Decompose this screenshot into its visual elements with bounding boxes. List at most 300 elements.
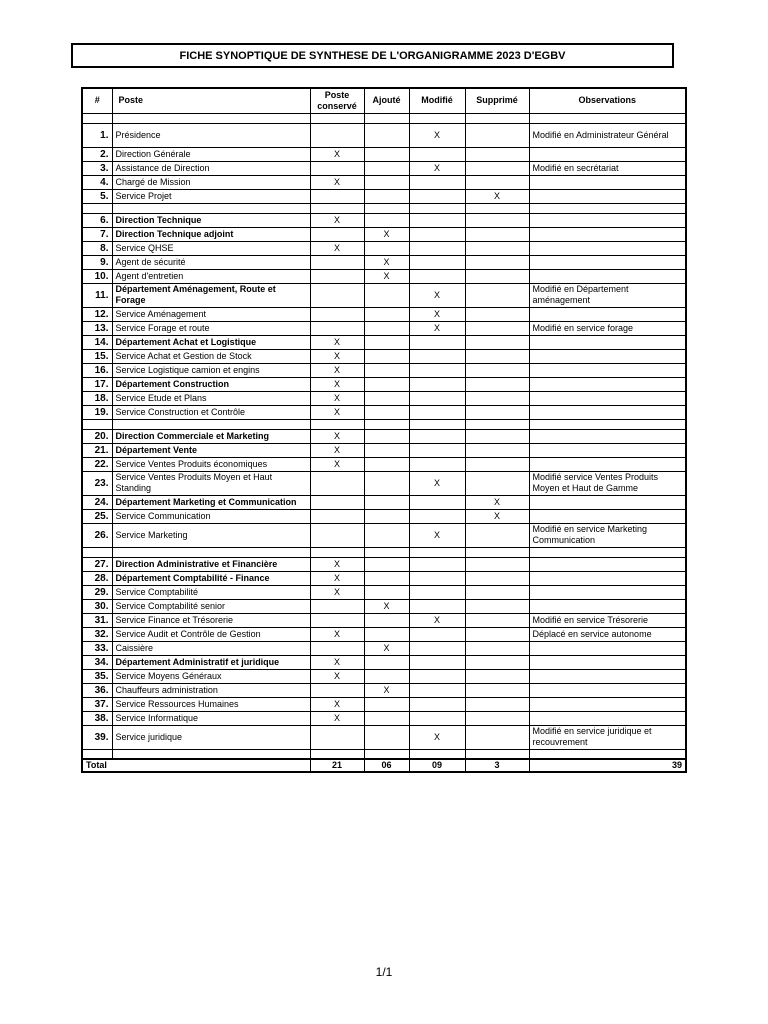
row-number: 22. (82, 457, 112, 471)
modifie-mark: X (409, 523, 465, 547)
observation-text (529, 457, 686, 471)
observation-text: Modifié en Administrateur Général (529, 123, 686, 147)
row-number: 7. (82, 227, 112, 241)
spacer-cell (112, 419, 310, 429)
row-number: 33. (82, 641, 112, 655)
conserve-mark: X (310, 655, 364, 669)
conserve-mark (310, 683, 364, 697)
ajoute-mark (364, 349, 409, 363)
supprime-mark (465, 725, 529, 749)
row-number: 9. (82, 255, 112, 269)
ajoute-mark (364, 321, 409, 335)
modifie-mark (409, 189, 465, 203)
table-row (82, 697, 686, 711)
row-number: 37. (82, 697, 112, 711)
poste-name: Service Aménagement (112, 307, 310, 321)
supprime-mark (465, 523, 529, 547)
modifie-mark (409, 269, 465, 283)
spacer-row (82, 419, 686, 429)
poste-name: Service QHSE (112, 241, 310, 255)
spacer-cell (364, 203, 409, 213)
modifie-mark (409, 227, 465, 241)
poste-name: Direction Technique (112, 213, 310, 227)
table-row (82, 363, 686, 377)
poste-name: Direction Commerciale et Marketing (112, 429, 310, 443)
row-number: 24. (82, 495, 112, 509)
conserve-mark: X (310, 697, 364, 711)
supprime-mark (465, 585, 529, 599)
observation-text (529, 429, 686, 443)
row-number: 29. (82, 585, 112, 599)
document-title: FICHE SYNOPTIQUE DE SYNTHESE DE L'ORGANIGRAMME 2023 D'EGBV (71, 43, 674, 68)
poste-name: Service Informatique (112, 711, 310, 725)
conserve-mark: X (310, 571, 364, 585)
table-row (82, 585, 686, 599)
table-row (82, 571, 686, 585)
spacer-row (82, 547, 686, 557)
row-number: 17. (82, 377, 112, 391)
modifie-mark: X (409, 307, 465, 321)
poste-name: Service Construction et Contrôle (112, 405, 310, 419)
total-observations: 39 (529, 759, 686, 772)
modifie-mark (409, 683, 465, 697)
total-supprime: 3 (465, 759, 529, 772)
supprime-mark (465, 283, 529, 307)
header-modifie: Modifié (409, 88, 465, 113)
supprime-mark (465, 349, 529, 363)
row-number: 14. (82, 335, 112, 349)
table-row (82, 255, 686, 269)
poste-name: Département Comptabilité - Finance (112, 571, 310, 585)
ajoute-mark (364, 495, 409, 509)
conserve-mark (310, 509, 364, 523)
observation-text (529, 363, 686, 377)
row-number: 4. (82, 175, 112, 189)
spacer-cell (310, 419, 364, 429)
observation-text (529, 711, 686, 725)
observation-text (529, 697, 686, 711)
row-number: 36. (82, 683, 112, 697)
row-number: 39. (82, 725, 112, 749)
modifie-mark (409, 391, 465, 405)
observation-text (529, 189, 686, 203)
spacer-cell (465, 203, 529, 213)
modifie-mark (409, 495, 465, 509)
observation-text (529, 669, 686, 683)
header-ajoute: Ajouté (364, 88, 409, 113)
supprime-mark (465, 147, 529, 161)
poste-name: Service Marketing (112, 523, 310, 547)
spacer-cell (82, 419, 112, 429)
spacer-cell (465, 749, 529, 759)
table-row (82, 321, 686, 335)
poste-name: Service Projet (112, 189, 310, 203)
supprime-mark (465, 557, 529, 571)
conserve-mark: X (310, 213, 364, 227)
modifie-mark (409, 443, 465, 457)
row-number: 6. (82, 213, 112, 227)
ajoute-mark (364, 307, 409, 321)
observation-text (529, 641, 686, 655)
observation-text (529, 349, 686, 363)
observation-text (529, 213, 686, 227)
poste-name: Direction Technique adjoint (112, 227, 310, 241)
ajoute-mark (364, 363, 409, 377)
spacer-row (82, 749, 686, 759)
observation-text (529, 571, 686, 585)
supprime-mark (465, 613, 529, 627)
spacer-cell (112, 203, 310, 213)
modifie-mark (409, 363, 465, 377)
supprime-mark (465, 627, 529, 641)
spacer-cell (364, 547, 409, 557)
ajoute-mark (364, 405, 409, 419)
supprime-mark (465, 175, 529, 189)
supprime-mark (465, 241, 529, 255)
spacer-cell (82, 749, 112, 759)
observation-text (529, 655, 686, 669)
supprime-mark (465, 443, 529, 457)
total-conserve: 21 (310, 759, 364, 772)
ajoute-mark: X (364, 641, 409, 655)
spacer-cell (310, 203, 364, 213)
row-number: 31. (82, 613, 112, 627)
observation-text: Déplacé en service autonome (529, 627, 686, 641)
table-row (82, 443, 686, 457)
spacer-cell (310, 749, 364, 759)
poste-name: Service Ventes Produits économiques (112, 457, 310, 471)
row-number: 2. (82, 147, 112, 161)
supprime-mark (465, 255, 529, 269)
supprime-mark (465, 683, 529, 697)
spacer-cell (465, 113, 529, 123)
conserve-mark: X (310, 711, 364, 725)
observation-text: Modifié en service Marketing Communication (529, 523, 686, 547)
table-row (82, 283, 686, 307)
ajoute-mark (364, 175, 409, 189)
table-row (82, 627, 686, 641)
table-row (82, 241, 686, 255)
row-number: 34. (82, 655, 112, 669)
table-row (82, 227, 686, 241)
modifie-mark (409, 335, 465, 349)
ajoute-mark (364, 241, 409, 255)
spacer-cell (364, 419, 409, 429)
poste-name: Service juridique (112, 725, 310, 749)
observation-text (529, 175, 686, 189)
spacer-cell (409, 547, 465, 557)
ajoute-mark (364, 571, 409, 585)
supprime-mark (465, 363, 529, 377)
modifie-mark (409, 241, 465, 255)
row-number: 5. (82, 189, 112, 203)
spacer-cell (112, 547, 310, 557)
row-number: 11. (82, 283, 112, 307)
table-body (82, 113, 686, 759)
conserve-mark (310, 269, 364, 283)
conserve-mark: X (310, 175, 364, 189)
modifie-mark: X (409, 613, 465, 627)
table-row (82, 495, 686, 509)
observation-text (529, 495, 686, 509)
observation-text (529, 509, 686, 523)
ajoute-mark (364, 655, 409, 669)
conserve-mark (310, 523, 364, 547)
conserve-mark: X (310, 429, 364, 443)
header-num: # (82, 88, 112, 113)
poste-name: Service Finance et Trésorerie (112, 613, 310, 627)
total-ajoute: 06 (364, 759, 409, 772)
ajoute-mark (364, 161, 409, 175)
row-number: 32. (82, 627, 112, 641)
ajoute-mark (364, 429, 409, 443)
modifie-mark: X (409, 471, 465, 495)
poste-name: Département Marketing et Communication (112, 495, 310, 509)
modifie-mark: X (409, 123, 465, 147)
row-number: 38. (82, 711, 112, 725)
modifie-mark (409, 255, 465, 269)
supprime-mark (465, 269, 529, 283)
modifie-mark (409, 175, 465, 189)
modifie-mark (409, 571, 465, 585)
observation-text (529, 599, 686, 613)
ajoute-mark (364, 613, 409, 627)
observation-text: Modifié en Département aménagement (529, 283, 686, 307)
conserve-mark (310, 641, 364, 655)
spacer-cell (310, 113, 364, 123)
supprime-mark: X (465, 509, 529, 523)
table-row (82, 335, 686, 349)
modifie-mark (409, 585, 465, 599)
observation-text (529, 683, 686, 697)
supprime-mark (465, 457, 529, 471)
modifie-mark: X (409, 725, 465, 749)
header-poste: Poste (112, 88, 310, 113)
spacer-cell (409, 113, 465, 123)
poste-name: Chargé de Mission (112, 175, 310, 189)
ajoute-mark: X (364, 227, 409, 241)
observation-text (529, 335, 686, 349)
row-number: 28. (82, 571, 112, 585)
conserve-mark (310, 471, 364, 495)
row-number: 12. (82, 307, 112, 321)
table-row (82, 429, 686, 443)
row-number: 27. (82, 557, 112, 571)
supprime-mark (465, 377, 529, 391)
conserve-mark: X (310, 557, 364, 571)
observation-text (529, 269, 686, 283)
ajoute-mark (364, 123, 409, 147)
conserve-mark (310, 123, 364, 147)
conserve-mark: X (310, 391, 364, 405)
poste-name: Département Vente (112, 443, 310, 457)
supprime-mark (465, 641, 529, 655)
row-number: 13. (82, 321, 112, 335)
header-conserve: Poste conservé (310, 88, 364, 113)
ajoute-mark (364, 443, 409, 457)
ajoute-mark (364, 213, 409, 227)
spacer-cell (409, 419, 465, 429)
row-number: 35. (82, 669, 112, 683)
row-number: 23. (82, 471, 112, 495)
modifie-mark: X (409, 161, 465, 175)
conserve-mark: X (310, 669, 364, 683)
observation-text (529, 241, 686, 255)
poste-name: Agent d'entretien (112, 269, 310, 283)
spacer-cell (82, 113, 112, 123)
poste-name: Agent de sécurité (112, 255, 310, 269)
header-row (82, 88, 686, 113)
spacer-cell (310, 547, 364, 557)
poste-name: Service Logistique camion et engins (112, 363, 310, 377)
modifie-mark (409, 349, 465, 363)
modifie-mark: X (409, 321, 465, 335)
table-row (82, 557, 686, 571)
poste-name: Service Audit et Contrôle de Gestion (112, 627, 310, 641)
supprime-mark (465, 429, 529, 443)
ajoute-mark (364, 697, 409, 711)
poste-name: Service Achat et Gestion de Stock (112, 349, 310, 363)
ajoute-mark (364, 725, 409, 749)
poste-name: Service Comptabilité senior (112, 599, 310, 613)
table-row (82, 405, 686, 419)
supprime-mark (465, 599, 529, 613)
supprime-mark (465, 321, 529, 335)
ajoute-mark: X (364, 683, 409, 697)
supprime-mark (465, 471, 529, 495)
supprime-mark (465, 307, 529, 321)
observation-text (529, 227, 686, 241)
conserve-mark (310, 255, 364, 269)
row-number: 26. (82, 523, 112, 547)
conserve-mark (310, 227, 364, 241)
total-modifie: 09 (409, 759, 465, 772)
conserve-mark: X (310, 585, 364, 599)
conserve-mark: X (310, 377, 364, 391)
row-number: 10. (82, 269, 112, 283)
modifie-mark (409, 147, 465, 161)
table-row (82, 269, 686, 283)
row-number: 25. (82, 509, 112, 523)
observation-text: Modifié en service juridique et recouvrement (529, 725, 686, 749)
observation-text: Modifié service Ventes Produits Moyen et Haut de Gamme (529, 471, 686, 495)
modifie-mark (409, 557, 465, 571)
modifie-mark (409, 509, 465, 523)
conserve-mark (310, 307, 364, 321)
modifie-mark (409, 641, 465, 655)
table-row (82, 599, 686, 613)
supprime-mark (465, 697, 529, 711)
supprime-mark (465, 161, 529, 175)
modifie-mark (409, 655, 465, 669)
table-row (82, 471, 686, 495)
poste-name: Service Ressources Humaines (112, 697, 310, 711)
poste-name: Service Etude et Plans (112, 391, 310, 405)
ajoute-mark (364, 457, 409, 471)
supprime-mark (465, 227, 529, 241)
table-row (82, 523, 686, 547)
row-number: 21. (82, 443, 112, 457)
supprime-mark (465, 711, 529, 725)
observation-text (529, 377, 686, 391)
spacer-cell (409, 203, 465, 213)
table-row (82, 147, 686, 161)
observation-text: Modifié en service forage (529, 321, 686, 335)
poste-name: Présidence (112, 123, 310, 147)
synopsis-table (81, 87, 687, 773)
conserve-mark (310, 283, 364, 307)
conserve-mark: X (310, 443, 364, 457)
observation-text (529, 391, 686, 405)
ajoute-mark (364, 471, 409, 495)
total-label: Total (82, 759, 310, 772)
conserve-mark: X (310, 405, 364, 419)
row-number: 1. (82, 123, 112, 147)
header-observations: Observations (529, 88, 686, 113)
poste-name: Service Forage et route (112, 321, 310, 335)
conserve-mark (310, 189, 364, 203)
spacer-cell (112, 749, 310, 759)
spacer-row (82, 203, 686, 213)
spacer-cell (409, 749, 465, 759)
row-number: 16. (82, 363, 112, 377)
table-row (82, 683, 686, 697)
table-row (82, 161, 686, 175)
ajoute-mark: X (364, 599, 409, 613)
conserve-mark: X (310, 363, 364, 377)
conserve-mark (310, 321, 364, 335)
ajoute-mark (364, 711, 409, 725)
supprime-mark: X (465, 495, 529, 509)
table-row (82, 641, 686, 655)
spacer-cell (364, 113, 409, 123)
supprime-mark: X (465, 189, 529, 203)
spacer-cell (465, 419, 529, 429)
row-number: 18. (82, 391, 112, 405)
table-row (82, 349, 686, 363)
ajoute-mark (364, 189, 409, 203)
table-row (82, 711, 686, 725)
conserve-mark: X (310, 335, 364, 349)
conserve-mark: X (310, 349, 364, 363)
modifie-mark (409, 697, 465, 711)
conserve-mark: X (310, 147, 364, 161)
spacer-cell (529, 419, 686, 429)
supprime-mark (465, 405, 529, 419)
modifie-mark (409, 377, 465, 391)
table-row (82, 123, 686, 147)
poste-name: Département Construction (112, 377, 310, 391)
table-row (82, 377, 686, 391)
observation-text: Modifié en service Trésorerie (529, 613, 686, 627)
ajoute-mark (364, 391, 409, 405)
observation-text (529, 443, 686, 457)
observation-text (529, 147, 686, 161)
ajoute-mark (364, 283, 409, 307)
poste-name: Département Achat et Logistique (112, 335, 310, 349)
modifie-mark (409, 669, 465, 683)
supprime-mark (465, 571, 529, 585)
spacer-cell (529, 203, 686, 213)
observation-text: Modifié en secrétariat (529, 161, 686, 175)
ajoute-mark (364, 377, 409, 391)
conserve-mark (310, 161, 364, 175)
poste-name: Service Ventes Produits Moyen et Haut Standing (112, 471, 310, 495)
poste-name: Direction Générale (112, 147, 310, 161)
table-row (82, 175, 686, 189)
ajoute-mark (364, 523, 409, 547)
spacer-cell (82, 203, 112, 213)
